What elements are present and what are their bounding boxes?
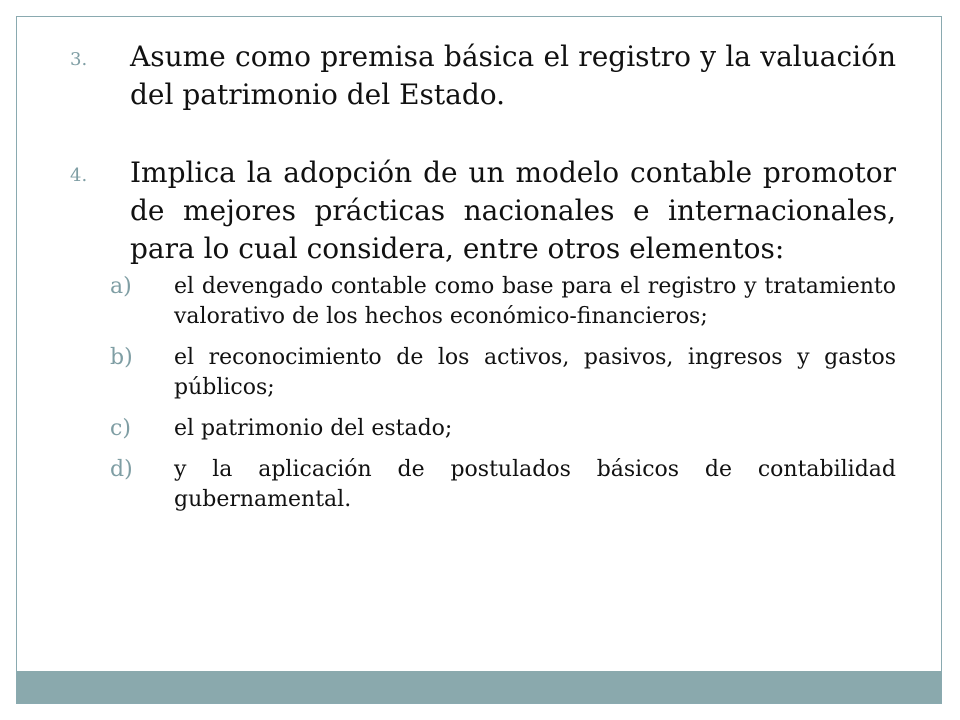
sub-item-a (110, 272, 896, 332)
sub-letter-b: b) (110, 345, 133, 370)
sub-text-a: el devengado contable como base para el registro y tratamiento valorativo de los hechos económico-financieros; (174, 274, 896, 329)
list-text-3: Asume como premisa básica el registro y la valuación del patrimonio del Estado. (130, 40, 896, 111)
list-text-4: Implica la adopción de un modelo contable promotor de mejores prácticas nacionales e internacionales, para lo cual considera, entre otros elementos: (130, 156, 896, 265)
sub-letter-a: a) (110, 274, 132, 299)
sub-letter-d: d) (110, 457, 133, 482)
list-item-4 (70, 154, 896, 268)
sub-list (110, 272, 896, 515)
sub-item-d (110, 455, 896, 515)
list-item-3 (70, 38, 896, 114)
sub-item-b (110, 343, 896, 403)
list-number-3: 3. (70, 49, 88, 70)
sub-text-d: y la aplicación de postulados básicos de contabilidad gubernamental. (174, 457, 896, 512)
sub-text-b: el reconocimiento de los activos, pasivos, ingresos y gastos públicos; (174, 345, 896, 400)
footer-bar (17, 671, 941, 703)
sub-text-c: el patrimonio del estado; (174, 416, 453, 441)
sub-item-c (110, 414, 896, 444)
list-number-4: 4. (70, 165, 88, 186)
sub-letter-c: c) (110, 416, 131, 441)
slide-content (70, 38, 896, 526)
